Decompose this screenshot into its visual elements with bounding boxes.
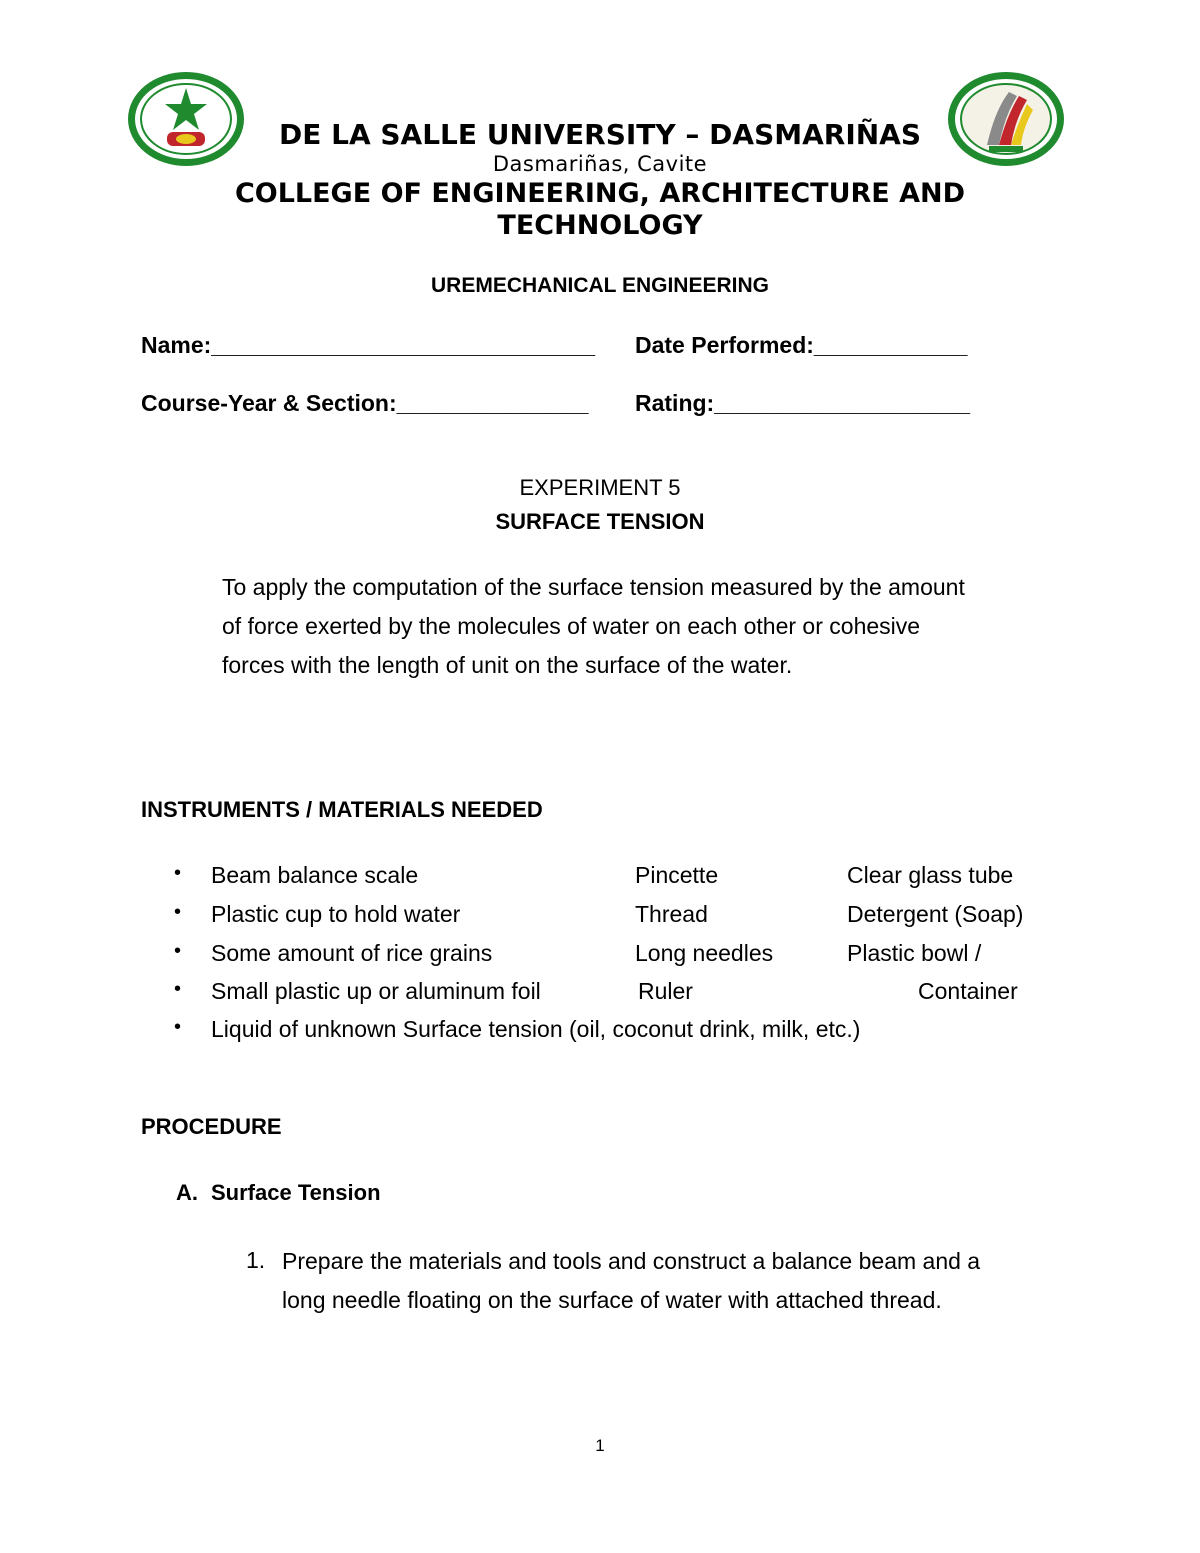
material-item: Thread: [635, 901, 708, 927]
experiment-number: EXPERIMENT 5: [519, 475, 681, 500]
objective-line: forces with the length of unit on the surface of the water.: [222, 652, 793, 678]
bullet-icon: •: [174, 978, 182, 1000]
rating-field[interactable]: Rating:____________________: [635, 390, 971, 416]
step-1-text: [282, 1242, 980, 1320]
course-section-field[interactable]: Course-Year & Section:_______________: [141, 390, 589, 416]
bullet-icon: •: [174, 862, 182, 884]
bullet-icon: •: [174, 901, 182, 923]
material-item: Beam balance scale: [211, 862, 419, 888]
university-name: DE LA SALLE UNIVERSITY – DASMARIÑAS: [278, 118, 922, 151]
page-number: 1: [595, 1436, 605, 1455]
objective-line: of force exerted by the molecules of water on each other or cohesive: [222, 613, 921, 639]
material-item: Detergent (Soap): [847, 901, 1024, 927]
materials-heading: INSTRUMENTS / MATERIALS NEEDED: [141, 797, 543, 822]
step-number: 1.: [246, 1247, 266, 1273]
college-name-line1: COLLEGE OF ENGINEERING, ARCHITECTURE AND: [234, 178, 966, 209]
bullet-icon: •: [174, 940, 182, 962]
materials-row: [0, 978, 1200, 1016]
material-item: Ruler: [638, 978, 693, 1004]
step-line: long needle floating on the surface of water with attached thread.: [282, 1287, 942, 1313]
materials-row: [0, 1016, 1200, 1054]
material-item: Container: [918, 978, 1018, 1004]
objective-paragraph: [222, 568, 965, 685]
material-item: Liquid of unknown Surface tension (oil, coconut drink, milk, etc.): [211, 1016, 861, 1042]
materials-row: [0, 862, 1200, 900]
materials-row: [0, 901, 1200, 939]
bullet-icon: •: [174, 1016, 182, 1038]
step-line: Prepare the materials and tools and construct a balance beam and a: [282, 1248, 981, 1274]
procedure-heading: PROCEDURE: [141, 1114, 282, 1139]
materials-row: [0, 940, 1200, 978]
material-item: Plastic cup to hold water: [211, 901, 461, 927]
college-name-line2: TECHNOLOGY: [497, 210, 703, 241]
material-item: Pincette: [635, 862, 719, 888]
section-title: Surface Tension: [211, 1180, 381, 1205]
name-field[interactable]: Name:______________________________: [141, 332, 596, 358]
date-performed-field[interactable]: Date Performed:____________: [635, 332, 968, 358]
university-location: Dasmariñas, Cavite: [492, 152, 708, 176]
material-item: Long needles: [635, 940, 774, 966]
material-item: Plastic bowl /: [847, 940, 982, 966]
experiment-title: SURFACE TENSION: [495, 509, 705, 534]
department-name: UREMECHANICAL ENGINEERING: [431, 274, 769, 297]
material-item: Clear glass tube: [847, 862, 1014, 888]
section-label: A.: [176, 1180, 198, 1205]
material-item: Small plastic up or aluminum foil: [211, 978, 541, 1004]
material-item: Some amount of rice grains: [211, 940, 493, 966]
objective-line: To apply the computation of the surface tension measured by the amount: [222, 574, 965, 600]
